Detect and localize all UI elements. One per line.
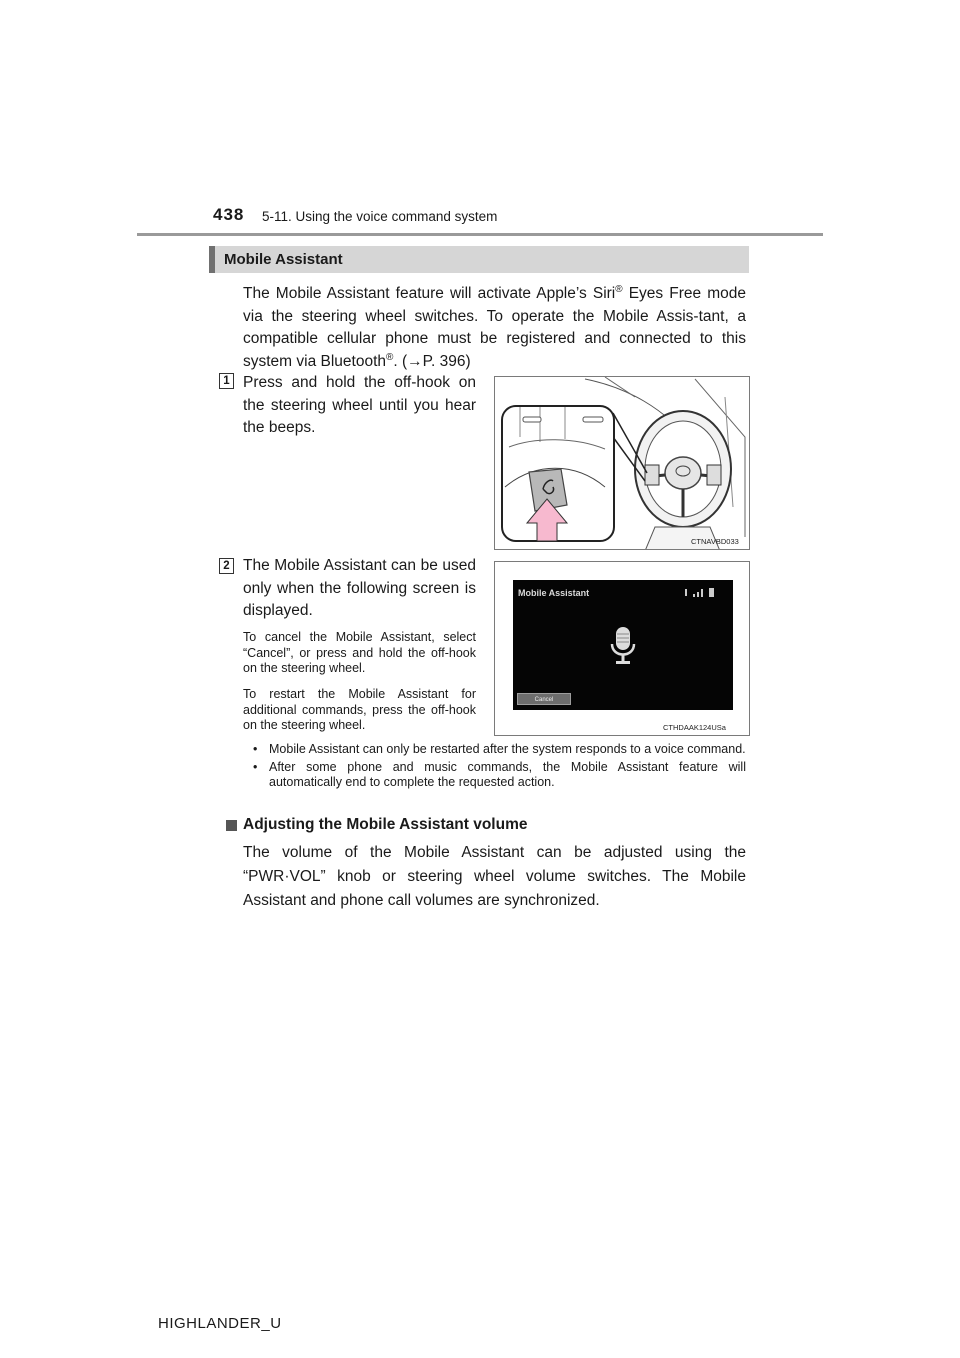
- intro-paragraph: [243, 283, 746, 373]
- footer-model: HIGHLANDER_U: [158, 1315, 282, 1332]
- bullet-text: After some phone and music commands, the Mobile Assistant feature will automatically end to complete the requested action.: [269, 759, 746, 789]
- screen-title: Mobile Assistant: [518, 588, 590, 598]
- subsection-heading: [226, 816, 527, 834]
- steering-wheel-figure: [494, 376, 750, 550]
- bullet-text: Mobile Assistant can only be restarted after the system responds to a voice command.: [269, 742, 746, 756]
- page-number: 438: [213, 205, 245, 224]
- display-screen: [513, 580, 733, 710]
- registered-mark: ®: [386, 351, 394, 363]
- step-number-1: 1: [219, 373, 234, 389]
- intro-text-2: Eyes Free mode via the steering wheel switches. To operate the Mobile Assis-tant, a compatible cellular phone must be registered and connected to this system via Bluetooth: [243, 285, 746, 370]
- intro-text-3: . (→P. 396): [393, 352, 471, 370]
- intro-text-1: The Mobile Assistant feature will activate Apple’s Siri: [243, 285, 616, 302]
- section-heading: Mobile Assistant: [224, 251, 343, 268]
- section-title: 5-11. Using the voice command system: [262, 209, 498, 224]
- bullet-mark: •: [253, 759, 258, 774]
- mobile-assistant-screen-figure: [494, 561, 750, 736]
- figure-code: CTNAVBD033: [691, 537, 739, 546]
- note-restart: To restart the Mobile Assistant for additional commands, press the off-hook on the steering wheel.: [243, 687, 476, 732]
- step-number-2: 2: [219, 558, 234, 574]
- subsection-title: Adjusting the Mobile Assistant volume: [243, 816, 528, 833]
- step-1-text: Press and hold the off-hook on the steering wheel until you hear the beeps.: [243, 374, 476, 436]
- cancel-button[interactable]: Cancel: [517, 693, 571, 705]
- note-cancel: To cancel the Mobile Assistant, select “Cancel”, or press and hold the off-hook on the steering wheel.: [243, 630, 476, 675]
- figure-code: CTHDAAK124USa: [663, 723, 726, 732]
- list-item: [253, 760, 746, 791]
- step-2-text: The Mobile Assistant can be used only when the following screen is displayed.: [243, 557, 476, 619]
- subsection-body: The volume of the Mobile Assistant can be adjusted using the “PWR·VOL” knob or steering wheel volume switches. The Mobile Assistant and phone call volumes are synchronized.: [243, 844, 746, 909]
- bullet-mark: •: [253, 742, 258, 756]
- list-item: [253, 742, 746, 758]
- header-rule: [137, 233, 823, 236]
- microphone-icon: [610, 626, 636, 666]
- registered-mark: ®: [615, 283, 623, 295]
- bullet-list: [253, 742, 746, 793]
- square-bullet-icon: [226, 820, 237, 831]
- steering-wheel-illustration: [495, 377, 750, 550]
- signal-battery-icon: [683, 586, 723, 600]
